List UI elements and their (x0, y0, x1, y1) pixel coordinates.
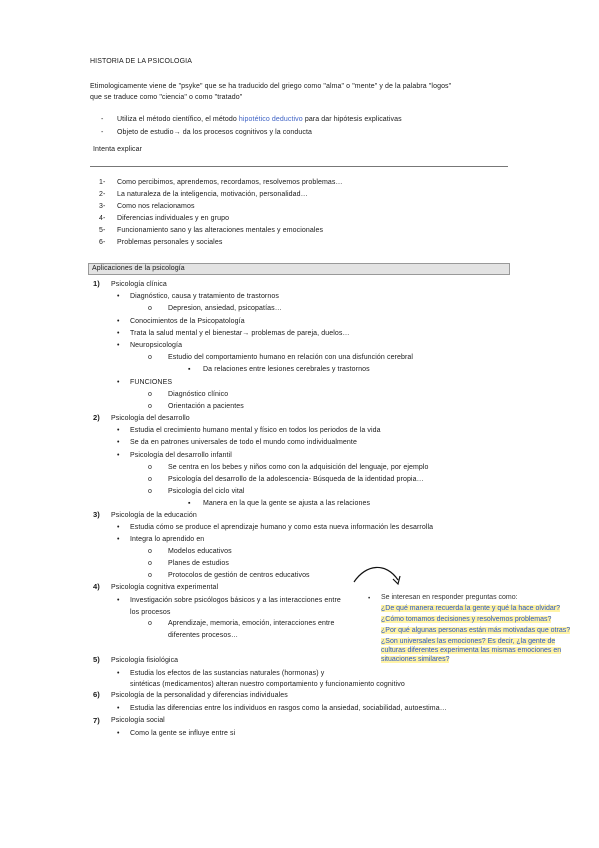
list-item: Da relaciones entre lesiones cerebrales y trastornos (203, 366, 370, 373)
list-num: 3- (99, 203, 106, 210)
note-question (381, 627, 570, 634)
list-item: Depresion, ansiedad, psicopatías… (168, 305, 282, 312)
list-item: Protocolos de gestión de centros educativos (168, 572, 310, 579)
bullet-dot: • (117, 318, 120, 325)
bullet-method-text-end: para dar hipótesis explicativas (302, 116, 402, 123)
list-item: Diagnóstico, causa y tratamiento de trastornos (130, 293, 279, 300)
list-item: Conocimientos de la Psicopatología (130, 318, 245, 325)
section-header: Aplicaciones de la psicología (92, 265, 185, 272)
bullet-object: Objeto de estudio→ da los procesos cognitivos y la conducta (117, 129, 313, 136)
list-item: Aprendizaje, memoria, emoción, interacciones entre (168, 620, 335, 627)
note-question-text: culturas diferentes experimenta las mismas emociones en (381, 647, 562, 654)
list-item: Psicología del desarrollo infantil (130, 452, 232, 459)
section-title: Psicología de la personalidad y diferencias individuales (111, 692, 288, 699)
list-num: 5- (99, 227, 106, 234)
list-item: Estudio del comportamiento humano en relación con una disfunción cerebral (168, 354, 414, 361)
list-item-cont: diferentes procesos… (168, 632, 239, 639)
note-question (381, 616, 551, 623)
square-bullet: ▪ (188, 366, 191, 373)
list-item: Manera en la que la gente se ajusta a las relaciones (203, 500, 371, 507)
section-title: Psicología social (111, 717, 165, 724)
circle-bullet: o (148, 305, 152, 312)
bullet-dot: • (117, 379, 120, 386)
list-item: FUNCIONES (130, 379, 173, 386)
section-title: Psicología del desarrollo (111, 415, 190, 422)
bullet-dot: • (117, 439, 120, 446)
note-question-text: situaciones similares? (381, 656, 450, 663)
list-item: Se centra en los bebes y niños como con la adquisición del lenguaje, por ejemplo (168, 464, 429, 471)
list-item: La naturaleza de la inteligencia, motivación, personalidad… (117, 191, 308, 198)
list-num: 2- (99, 191, 106, 198)
list-num: 1- (99, 179, 106, 186)
list-item: Problemas personales y sociales (117, 239, 223, 246)
list-item: Psicología del desarrollo de la adolescencia- Búsqueda de la identidad propia… (168, 476, 424, 483)
list-item: Integra lo aprendido en (130, 536, 205, 543)
list-num: 4- (99, 215, 106, 222)
etymology-line-2: que se traduce como "ciencia" o como "tratado" (90, 94, 243, 101)
list-item: Funcionamiento sano y las alteraciones mentales y emocionales (117, 227, 324, 234)
section-title: Psicología cognitiva experimental (111, 584, 219, 591)
list-item: Diagnóstico clínico (168, 391, 229, 398)
section-number: 4) (93, 582, 100, 591)
intenta-explicar: Intenta explicar (93, 146, 143, 153)
bullet-dot: • (117, 524, 120, 531)
section-title: Psicología clínica (111, 281, 167, 288)
list-item: Planes de estudios (168, 560, 229, 567)
section-number: 2) (93, 413, 100, 422)
note-question (381, 647, 561, 654)
bullet-dot: • (117, 705, 120, 712)
note-question (381, 638, 555, 645)
note-question (381, 605, 560, 612)
dash-bullet: - (101, 116, 104, 123)
note-question-text: ¿Son universales las emociones? Es decir, ¿la gente de (381, 638, 556, 645)
circle-bullet: o (148, 560, 152, 567)
circle-bullet: o (148, 403, 152, 410)
list-item: Investigación sobre psicólogos básicos y a las interacciones entre (130, 597, 341, 604)
circle-bullet: o (148, 391, 152, 398)
bullet-dot: • (117, 293, 120, 300)
section-title: Psicología fisiológica (111, 657, 179, 664)
circle-bullet: o (148, 548, 152, 555)
etymology-line-1: Etimologicamente viene de "psyke" que se ha traducido del griego como "alma" o "mente" y de la palabra "logos" (90, 83, 452, 90)
circle-bullet: o (148, 464, 152, 471)
circle-bullet: o (148, 620, 152, 627)
list-item-cont: los procesos (130, 609, 171, 616)
bullet-method-text: Utiliza el método científico, el método (117, 116, 239, 123)
list-item: Trata la salud mental y el bienestar→ problemas de pareja, duelos… (130, 330, 350, 337)
section-number: 5) (93, 655, 100, 664)
note-question-text: ¿De qué manera recuerda la gente y qué la hace olvidar? (381, 605, 560, 612)
list-item-cont: sintéticas (medicamentos) alteran nuestro comportamiento y funcionamiento cognitivo (130, 681, 405, 688)
list-item: Modelos educativos (168, 548, 232, 555)
list-item: Estudia los efectos de las sustancias naturales (hormonas) y (130, 670, 325, 677)
circle-bullet: o (148, 488, 152, 495)
note-question-text: ¿Por qué algunas personas están más motivadas que otras? (381, 627, 571, 634)
curved-arrow-icon (352, 560, 408, 590)
section-number: 1) (93, 279, 100, 288)
list-item: Psicología del ciclo vital (168, 488, 245, 495)
list-item: Como la gente se influye entre si (130, 730, 236, 737)
list-item: Como nos relacionamos (117, 203, 195, 210)
list-item: Orientación a pacientes (168, 403, 244, 410)
section-number: 3) (93, 510, 100, 519)
circle-bullet: o (148, 572, 152, 579)
section-title: Psicología de la educación (111, 512, 197, 519)
section-number: 7) (93, 716, 100, 725)
bullet-dot: • (117, 452, 120, 459)
dash-bullet: - (101, 129, 104, 136)
bullet-dot: • (117, 330, 120, 337)
list-item: Neuropsicología (130, 342, 183, 349)
list-item: Se da en patrones universales de todo el mundo como individualmente (130, 439, 357, 446)
divider (90, 166, 508, 167)
section-number: 6) (93, 690, 100, 699)
circle-bullet: o (148, 354, 152, 361)
note-bullet: • (368, 595, 371, 602)
bullet-dot: • (117, 670, 120, 677)
document-title: HISTORIA DE LA PSICOLOGIA (90, 58, 192, 65)
note-question-text: ¿Cómo tomamos decisiones y resolvemos problemas? (381, 616, 552, 623)
bullet-dot: • (117, 597, 120, 604)
note-intro: Se interesan en responder preguntas como: (381, 594, 518, 601)
hypothetico-deductive-link[interactable]: hipotético deductivo (238, 116, 303, 123)
list-item: Como percibimos, aprendemos, recordamos, resolvemos problemas… (117, 179, 343, 186)
list-item: Estudia cómo se produce el aprendizaje humano y como esta nueva información les desarrolla (130, 524, 434, 531)
bullet-dot: • (117, 427, 120, 434)
bullet-dot: • (117, 342, 120, 349)
bullet-dot: • (117, 730, 120, 737)
list-item: Estudia el crecimiento humano mental y físico en todos los periodos de la vida (130, 427, 381, 434)
list-item: Estudia las diferencias entre los individuos en rasgos como la ansiedad, sociabilidad, autoestima… (130, 705, 447, 712)
bullet-method (117, 116, 402, 123)
circle-bullet: o (148, 476, 152, 483)
list-num: 6- (99, 239, 106, 246)
note-question (381, 656, 449, 663)
bullet-dot: • (117, 536, 120, 543)
list-item: Diferencias individuales y en grupo (117, 215, 230, 222)
square-bullet: ▪ (188, 500, 191, 507)
